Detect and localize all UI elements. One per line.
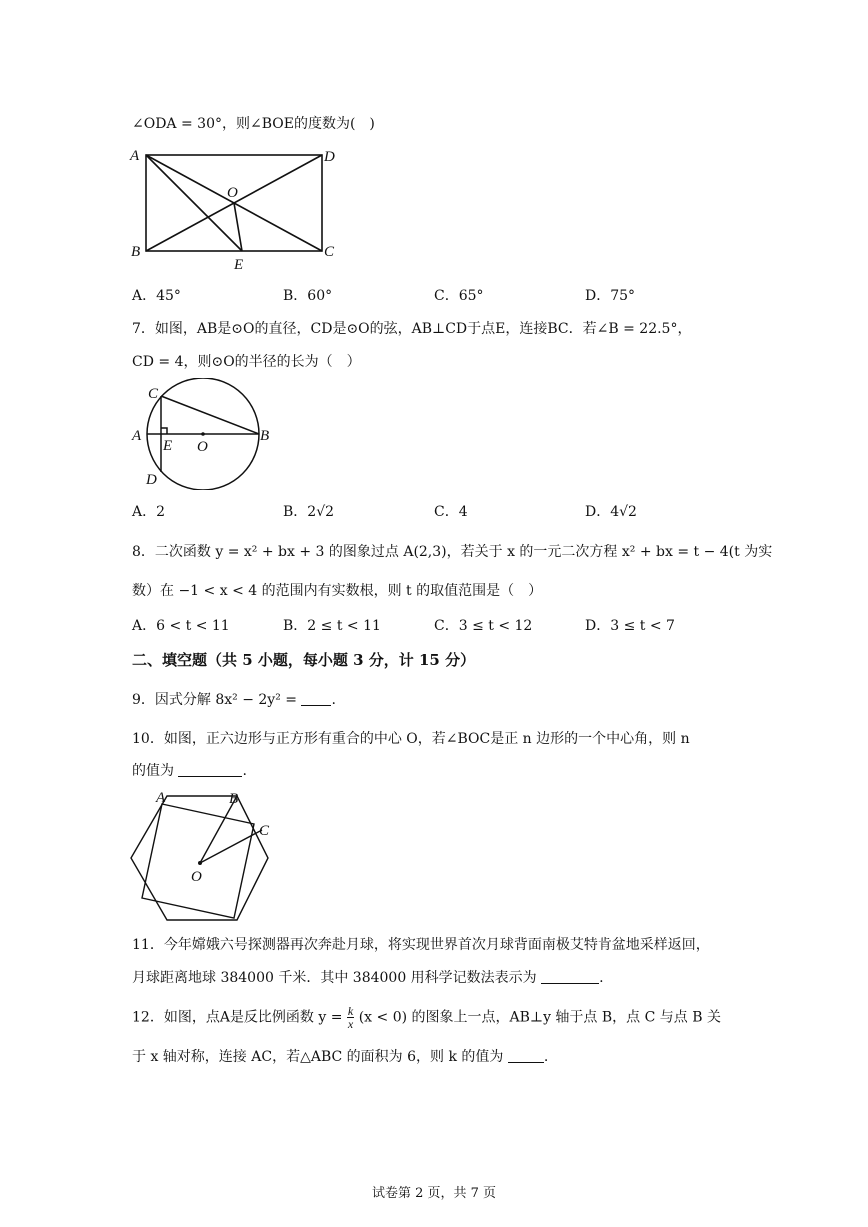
q8-option-c: C．3 ≤ t < 12 (434, 618, 533, 634)
q6-option-d: D．75° (585, 288, 636, 304)
q10-label-a: A (156, 790, 166, 806)
q11-question-line1: 11．今年嫦娥六号探测器再次奔赴月球，将实现世界首次月球背面南极艾特肯盆地采样返回， (132, 937, 710, 953)
q7-option-a: A．2 (132, 504, 166, 520)
q7-label-e: E (163, 438, 173, 454)
q11-text: 月球距离地球 384000 千米．其中 384000 用科学记数法表示为 (132, 970, 537, 986)
q7-option-b: B．2√2 (283, 504, 335, 520)
q6-option-a: A．45° (132, 288, 181, 304)
q8-option-a: A．6 < t < 11 (132, 618, 230, 634)
q7-label-a: A (132, 428, 142, 444)
q6-label-d: D (324, 149, 335, 165)
q8-option-b: B．2 ≤ t < 11 (283, 618, 381, 634)
q6-question-tail: ∠ODA = 30°，则∠BOE的度数为( ) (132, 116, 375, 132)
section-heading-fill-in: 二、填空题（共 5 小题，每小题 3 分，计 15 分） (132, 651, 476, 669)
q12-text: 于 x 轴对称，连接 AC，若△ABC 的面积为 6，则 k 的值为 (132, 1049, 504, 1065)
q8-question-line2: 数）在 −1 < x < 4 的范围内有实数根，则 t 的取值范围是（ ） (132, 583, 543, 599)
q12-question-line2: 于 x 轴对称，连接 AC，若△ABC 的面积为 6，则 k 的值为 . (132, 1049, 549, 1065)
q12-answer-blank[interactable] (508, 1048, 544, 1063)
q12-text-a: 12．如图，点A是反比例函数 y = (132, 1009, 343, 1026)
q7-label-b: B (260, 428, 270, 444)
q7-label-d: D (146, 472, 157, 488)
q10-text: 的值为 (132, 763, 174, 779)
q9-answer-blank[interactable] (301, 691, 331, 706)
q11-question-line2: 月球距离地球 384000 千米．其中 384000 用科学记数法表示为 . (132, 970, 604, 986)
q7-option-c: C．4 (434, 504, 468, 520)
q10-hexagon-square-figure (128, 786, 288, 928)
q10-question-line1: 10．如图，正六边形与正方形有重合的中心 O，若∠BOC是正 n 边形的一个中心角，则 n (132, 731, 690, 747)
q11-answer-blank[interactable] (541, 969, 599, 984)
page-footer: 试卷第 2 页，共 7 页 (371, 1186, 497, 1201)
q6-label-a: A (130, 148, 140, 164)
q12-fraction (347, 1005, 354, 1030)
q6-label-b: B (131, 244, 141, 260)
q8-question-line1: 8．二次函数 y = x² + bx + 3 的图象过点 A(2,3)，若关于 x 的一元二次方程 x² + bx = t − 4(t 为实 (132, 544, 773, 560)
q12-fraction-denominator: x (347, 1017, 354, 1031)
q12-fraction-numerator: k (347, 1004, 354, 1018)
q9-question: 9．因式分解 8x² − 2y² = . (132, 692, 336, 708)
q6-rectangle-figure (128, 145, 348, 275)
q7-question-line2: CD = 4，则⊙O的半径的长为（ ） (132, 354, 361, 370)
q6-label-o: O (227, 185, 238, 201)
q6-option-c: C．65° (434, 288, 484, 304)
q6-label-c: C (324, 244, 335, 260)
q7-circle-figure (128, 378, 288, 490)
q6-label-e: E (234, 257, 244, 273)
q7-question-line1: 7．如图，AB是⊙O的直径，CD是⊙O的弦，AB⊥CD于点E，连接BC．若∠B = 22.5°， (132, 321, 692, 337)
q8-option-d: D．3 ≤ t < 7 (585, 618, 675, 634)
q12-text-b: (x < 0) 的图象上一点，AB⊥y 轴于点 B，点 C 与点 B 关 (358, 1009, 721, 1026)
q10-label-o: O (191, 869, 202, 885)
q10-label-c: C (259, 823, 270, 839)
q7-label-c: C (148, 386, 159, 402)
q10-label-b: B (229, 791, 239, 807)
q12-question-line1 (132, 1005, 721, 1030)
q10-answer-blank[interactable] (178, 762, 242, 777)
q10-question-line2: 的值为 . (132, 763, 247, 779)
q9-text: 9．因式分解 8x² − 2y² = (132, 692, 298, 708)
q6-option-b: B．60° (283, 288, 333, 304)
q7-label-o: O (197, 439, 208, 455)
q7-option-d: D．4√2 (585, 504, 637, 520)
